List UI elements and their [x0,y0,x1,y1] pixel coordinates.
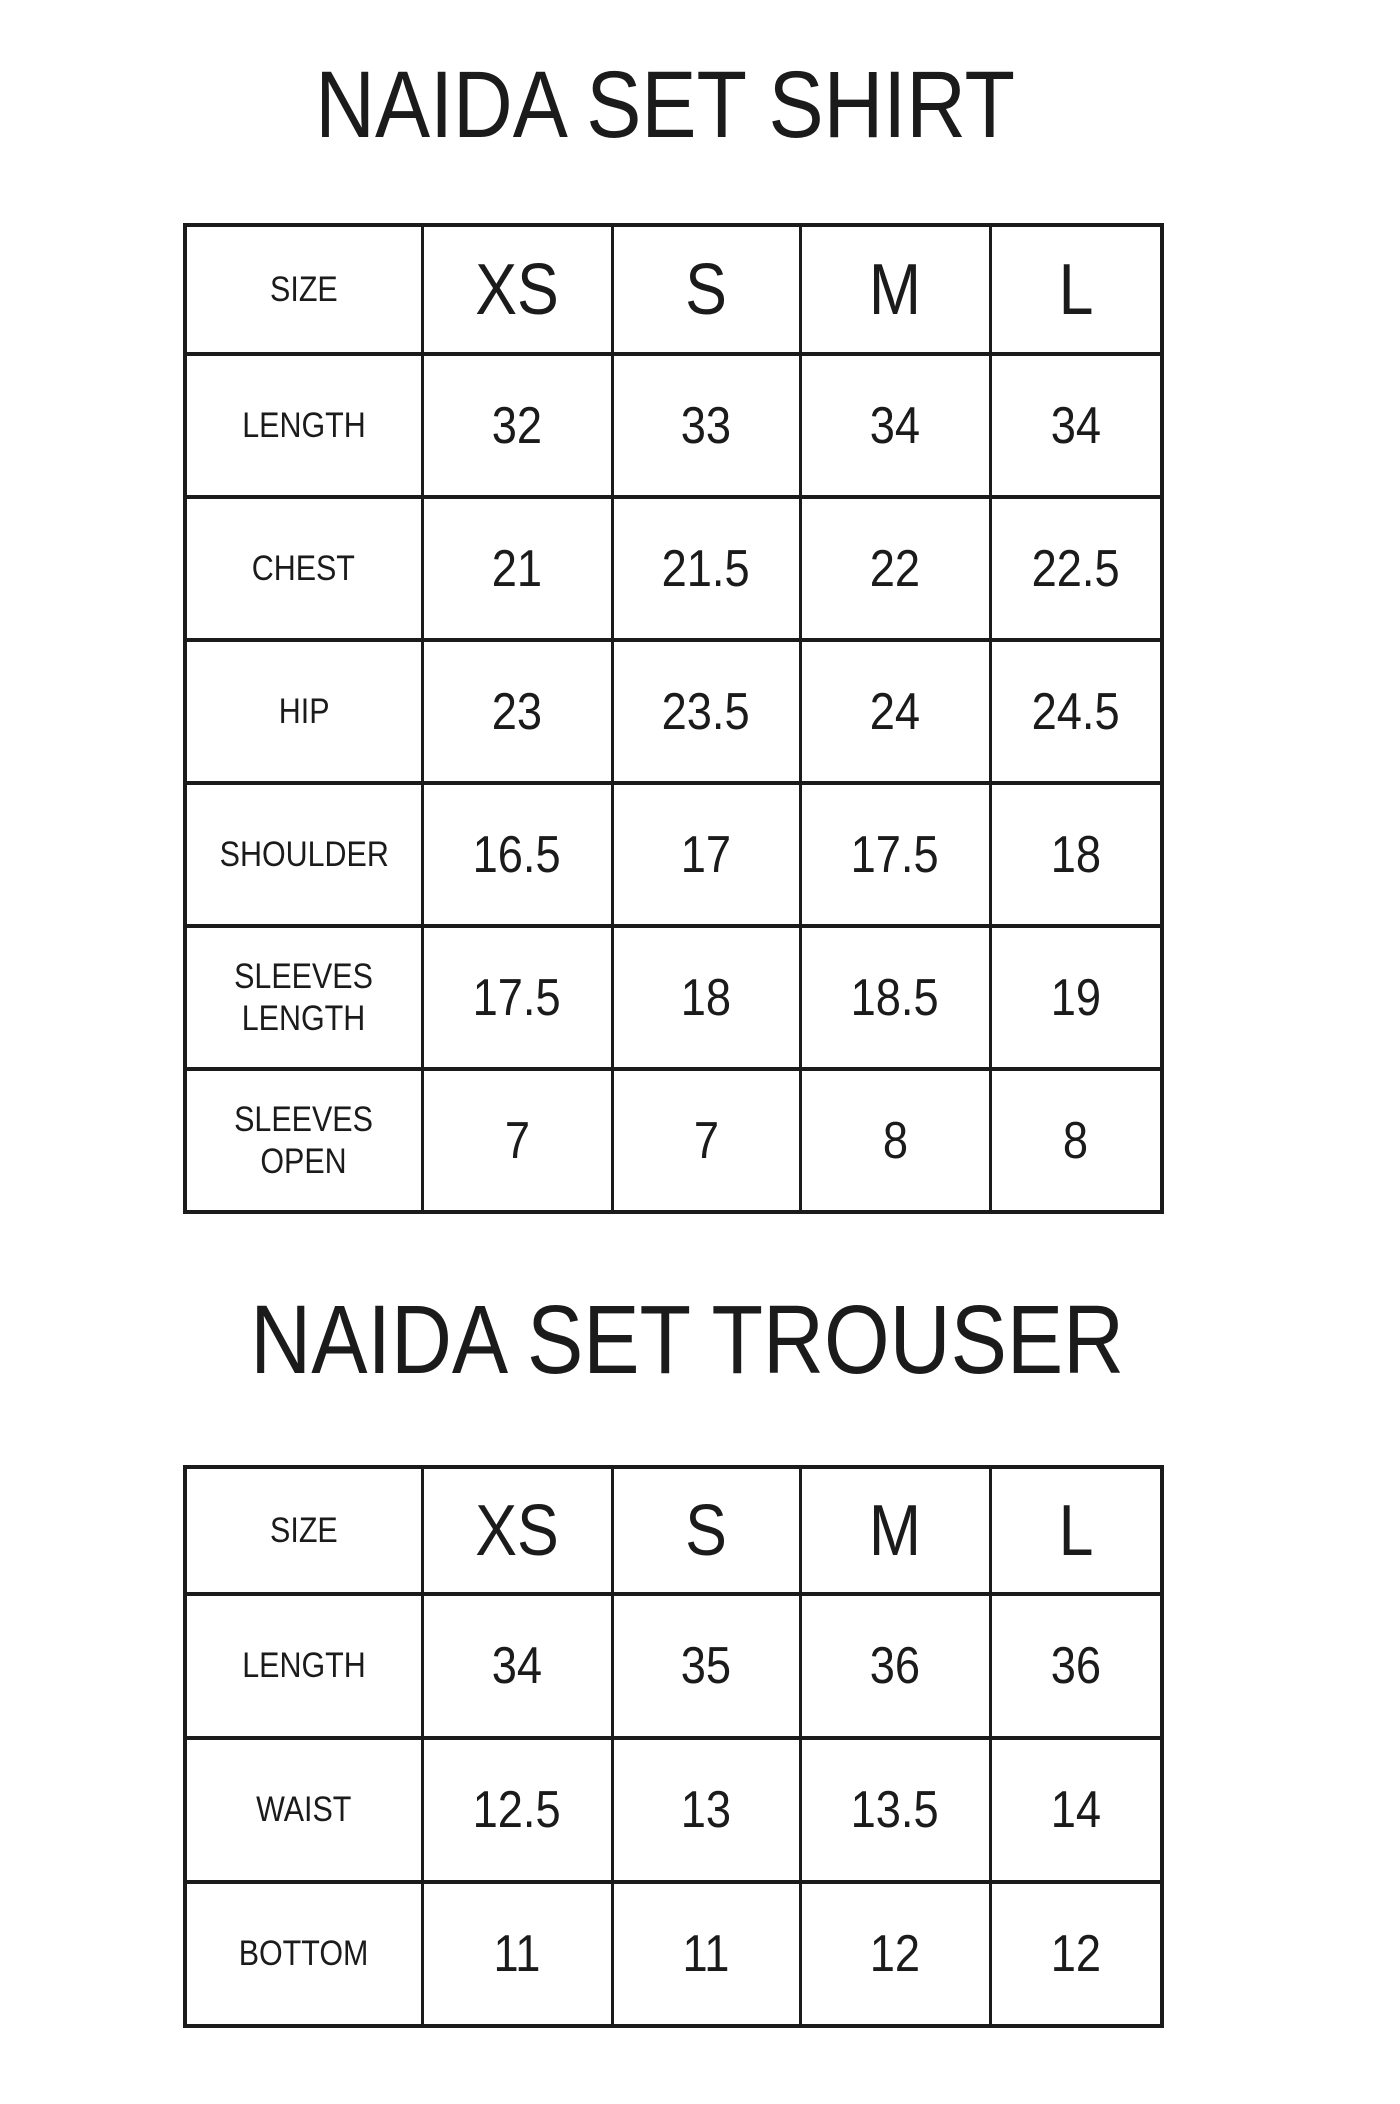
measurement-value: 34 [869,396,921,455]
measurement-value: 21 [491,539,543,598]
measurement-label-cell [185,1882,422,2026]
trouser-row-bottom [185,1882,1162,2026]
trouser-col-header-m: M [800,1467,990,1594]
measurement-value-cell [612,497,800,640]
measurement-label: LENGTH [241,405,366,445]
measurement-value-cell [800,354,990,497]
trouser-col-header-l: L [990,1467,1162,1594]
measurement-label: BOTTOM [238,1934,369,1974]
measurement-label: SLEEVES LENGTH [234,957,374,1038]
measurement-label: CHEST [252,548,356,588]
measurement-value-cell [990,783,1162,926]
measurement-value: 12 [1050,1925,1101,1983]
measurement-value: 24.5 [1031,682,1120,741]
measurement-value-cell [422,354,612,497]
shirt-table-title [0,52,1330,158]
measurement-label-cell [185,1738,422,1882]
measurement-value-cell [800,1594,990,1738]
measurement-value-cell [612,354,800,497]
measurement-value: 13 [680,1781,732,1839]
trouser-col-header-s: S [612,1467,800,1594]
measurement-value-cell [422,1069,612,1212]
measurement-value: 19 [1050,968,1101,1027]
shirt-row-hip [185,640,1162,783]
measurement-value-cell [990,1738,1162,1882]
shirt-row-length [185,354,1162,497]
measurement-value-cell [422,926,612,1069]
measurement-value: 17 [680,825,732,884]
measurement-value: 12.5 [472,1781,562,1839]
shirt-row-sleeves-length [185,926,1162,1069]
measurement-value-cell [612,640,800,783]
measurement-value: 36 [869,1637,921,1695]
measurement-value: 13.5 [850,1781,940,1839]
trouser-table-title [0,1285,1374,1394]
measurement-value: 11 [682,1925,730,1983]
measurement-value-cell [990,1882,1162,2026]
measurement-label: SHOULDER [219,834,389,874]
shirt-header-row [185,225,1162,354]
measurement-value: 21.5 [661,539,751,598]
measurement-value: 8 [882,1111,908,1170]
trouser-size-header-label: SIZE [269,1510,338,1550]
measurement-label-cell [185,783,422,926]
measurement-value-cell [990,1069,1162,1212]
measurement-value: 7 [693,1111,719,1170]
trouser-size-table [183,1465,1164,2028]
measurement-value-cell [612,1882,800,2026]
measurement-value-cell [422,640,612,783]
measurement-value: 33 [680,396,732,455]
measurement-value-cell [612,926,800,1069]
measurement-value: 22.5 [1031,539,1120,598]
measurement-value-cell [422,1594,612,1738]
measurement-value-cell [422,1882,612,2026]
measurement-value: 18.5 [850,968,940,1027]
measurement-label: SLEEVES OPEN [234,1100,374,1181]
trouser-header-row [185,1467,1162,1594]
measurement-value-cell [990,640,1162,783]
measurement-value: 23 [491,682,543,741]
measurement-value: 18 [680,968,732,1027]
measurement-value: 11 [493,1925,541,1983]
measurement-label-cell [185,497,422,640]
measurement-label-cell [185,640,422,783]
trouser-size-header-cell [185,1467,422,1594]
measurement-value-cell [990,497,1162,640]
measurement-value-cell [990,926,1162,1069]
measurement-value: 12 [869,1925,921,1983]
trouser-col-header-xs: XS [422,1467,612,1594]
measurement-value-cell [800,640,990,783]
shirt-table-title-text: NAIDA SET SHIRT [315,52,1015,158]
measurement-value-cell [612,1069,800,1212]
shirt-col-header-s: S [612,225,800,354]
measurement-value-cell [612,1594,800,1738]
measurement-label: LENGTH [241,1646,366,1686]
measurement-value-cell [800,497,990,640]
measurement-label-cell [185,1069,422,1212]
measurement-value-cell [800,783,990,926]
measurement-label-cell [185,926,422,1069]
measurement-value-cell [612,1738,800,1882]
shirt-size-header-cell [185,225,422,354]
trouser-table-container [183,1465,1164,2028]
measurement-value: 17.5 [850,825,940,884]
trouser-row-length [185,1594,1162,1738]
measurement-value: 24 [869,682,921,741]
measurement-value: 32 [491,396,543,455]
measurement-value-cell [800,1882,990,2026]
measurement-label: WAIST [256,1790,352,1830]
measurement-value: 34 [491,1637,543,1695]
measurement-value-cell [800,926,990,1069]
trouser-table-title-text: NAIDA SET TROUSER [250,1285,1124,1394]
shirt-row-chest [185,497,1162,640]
measurement-value-cell [612,783,800,926]
shirt-col-header-m: M [800,225,990,354]
measurement-value-cell [800,1069,990,1212]
shirt-table-container [183,223,1164,1214]
shirt-col-header-xs: XS [422,225,612,354]
measurement-value: 8 [1063,1111,1089,1170]
measurement-label: HIP [278,691,330,731]
measurement-value: 23.5 [661,682,751,741]
measurement-value-cell [990,354,1162,497]
measurement-value-cell [422,783,612,926]
measurement-value: 7 [504,1111,530,1170]
shirt-size-header-label: SIZE [269,269,338,309]
measurement-value: 36 [1050,1637,1101,1695]
measurement-value-cell [800,1738,990,1882]
shirt-row-shoulder [185,783,1162,926]
measurement-value: 16.5 [472,825,562,884]
measurement-value: 22 [869,539,921,598]
measurement-value: 35 [680,1637,732,1695]
shirt-row-sleeves-open [185,1069,1162,1212]
measurement-value: 18 [1050,825,1101,884]
shirt-col-header-l: L [990,225,1162,354]
measurement-value: 14 [1050,1781,1101,1839]
measurement-label-cell [185,354,422,497]
measurement-value-cell [422,497,612,640]
shirt-size-table [183,223,1164,1214]
measurement-value-cell [990,1594,1162,1738]
measurement-value: 17.5 [472,968,562,1027]
trouser-row-waist [185,1738,1162,1882]
measurement-label-cell [185,1594,422,1738]
measurement-value: 34 [1050,396,1101,455]
measurement-value-cell [422,1738,612,1882]
